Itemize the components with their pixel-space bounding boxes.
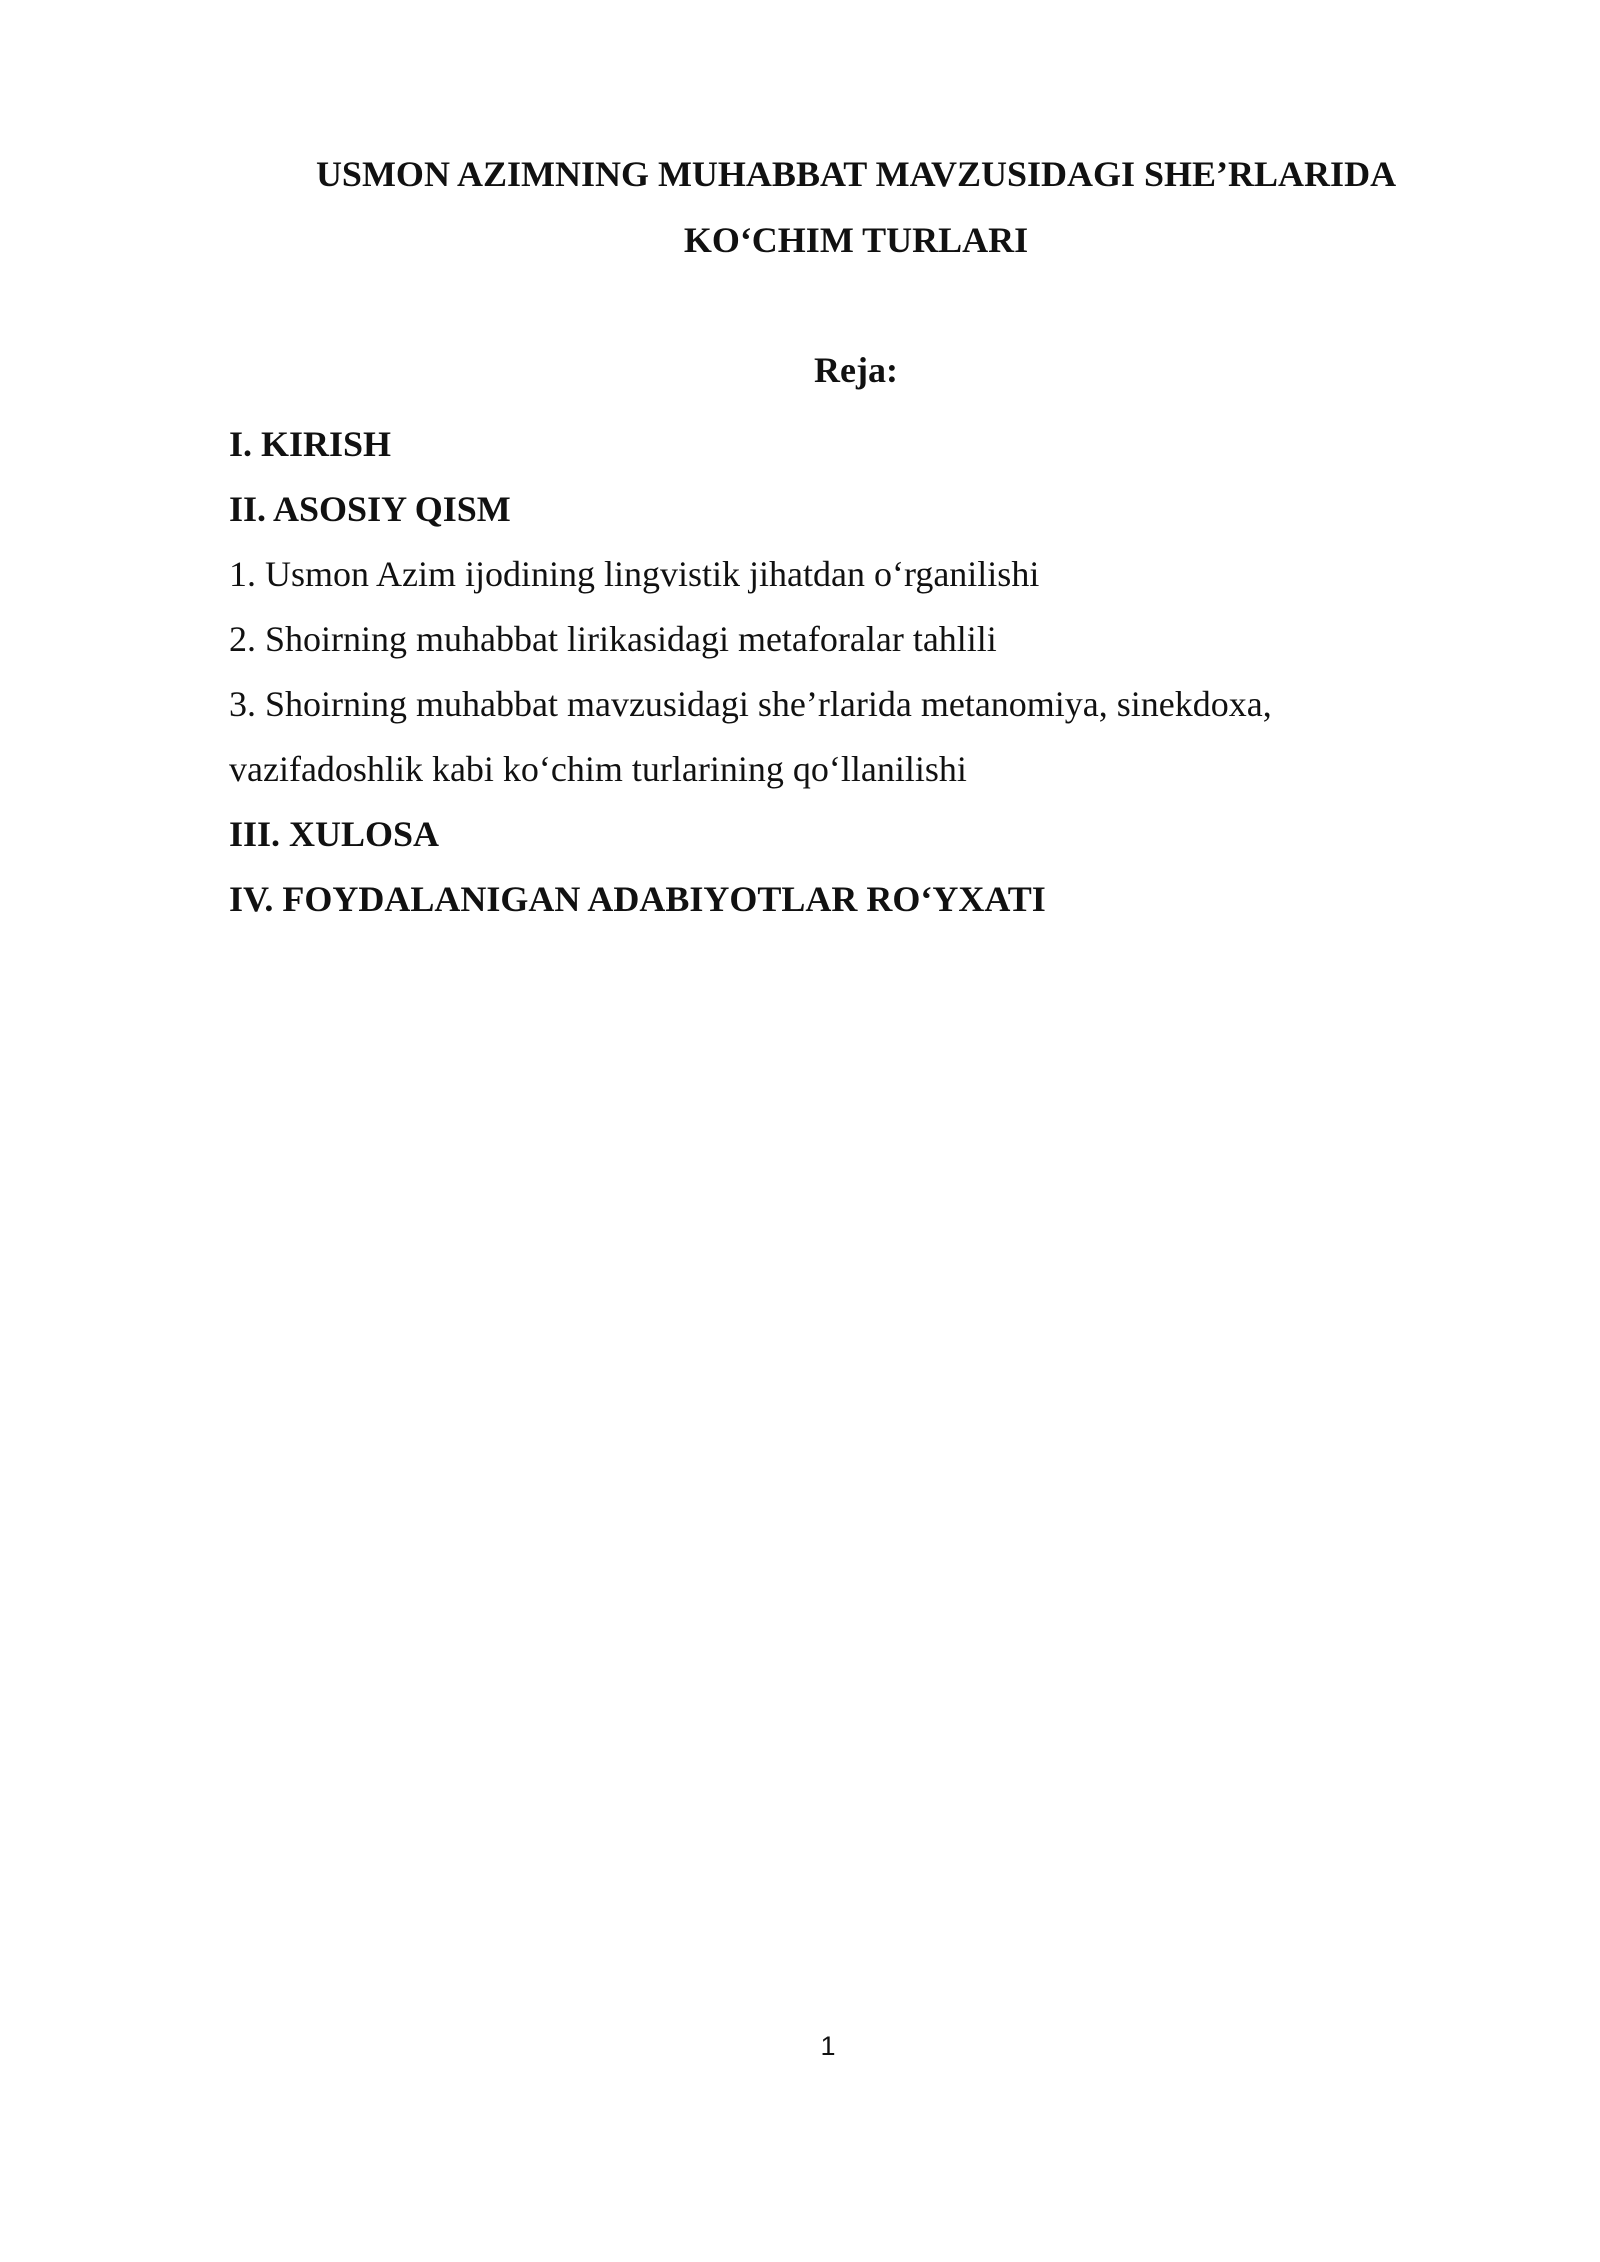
plan-heading: Reja: [814, 350, 898, 390]
plan-item-adabiyotlar: IV. FOYDALANIGAN ADABIYOTLAR RO‘YXATI [229, 879, 1046, 919]
plan-item-3-continuation: vazifadoshlik kabi ko‘chim turlarining qo‘llanilishi [229, 749, 967, 789]
plan-list [229, 412, 1389, 932]
plan-item-2: 2. Shoirning muhabbat lirikasidagi metaforalar tahlili [229, 619, 997, 659]
plan-item-1: 1. Usmon Azim ijodining lingvistik jihatdan o‘rganilishi [229, 554, 1040, 594]
plan-item-3: 3. Shoirning muhabbat mavzusidagi she’rlarida metanomiya, sinekdoxa, [229, 684, 1272, 724]
plan-item-asosiy-qism: II. ASOSIY QISM [229, 489, 511, 529]
document-title-line-2: KO‘CHIM TURLARI [683, 220, 1029, 260]
plan-item-kirish: I. KIRISH [229, 424, 392, 464]
page-number: 1 [820, 2031, 836, 2061]
document-title-line-1: USMON AZIMNING MUHABBAT MAVZUSIDAGI SHE’RLARIDA [315, 154, 1397, 194]
plan-item-xulosa: III. XULOSA [229, 814, 440, 854]
